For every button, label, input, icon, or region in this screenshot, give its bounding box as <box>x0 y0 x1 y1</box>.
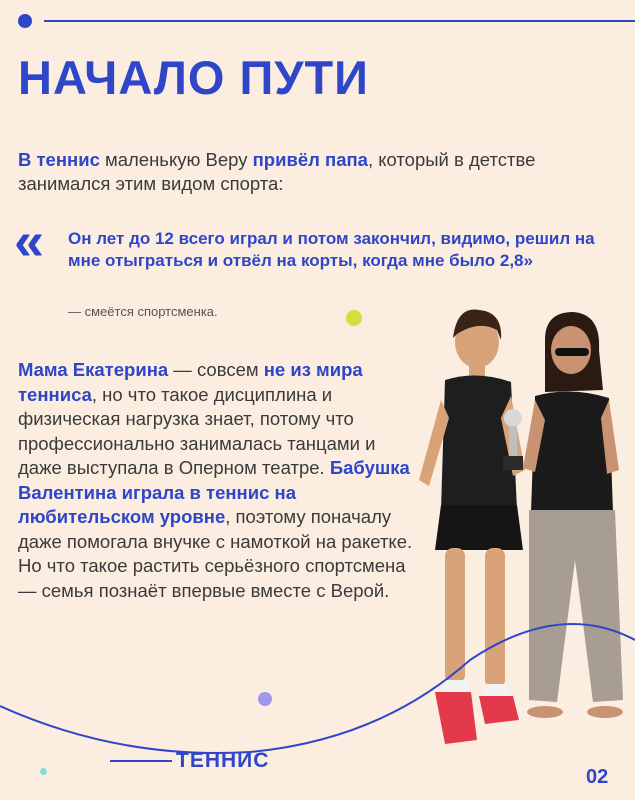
body-highlight-grandmother: Бабушка Валентина играла в теннис на любительском уровне <box>18 457 410 527</box>
decor-dot-top <box>18 14 32 28</box>
quote-mark-icon: « <box>14 211 39 271</box>
intro-highlight-father: привёл папа <box>252 149 368 170</box>
quote-attribution: — смеётся спортсменка. <box>68 304 218 319</box>
intro-paragraph <box>18 148 628 196</box>
body-highlight-not-tennis: не из мира тенниса <box>18 359 363 405</box>
page-number: 02 <box>586 766 609 788</box>
body-text-1: — совсем <box>168 359 264 380</box>
mother-figure <box>523 312 623 718</box>
quote-text: Он лет до 12 всего играл и потом закончил, видимо, решил на мне отыграться и отвёл на корты, когда мне было 2,8» <box>68 229 595 270</box>
girl-figure <box>419 310 525 744</box>
body-highlight-mother: Мама Екатерина <box>18 359 169 380</box>
decor-dot-lime <box>346 310 362 326</box>
decor-dot-violet <box>258 692 272 706</box>
intro-highlight-tennis: В теннис <box>18 149 100 170</box>
body-text-2: , но что такое дисциплина и физическая нагрузка знает, потому что профессионально занималась танцами и даже выступала в Оперном театре. <box>18 383 376 478</box>
body-paragraph <box>18 358 413 603</box>
intro-text: маленькую Веру <box>99 149 253 170</box>
intro-text-end: , который в детстве занимался этим видом спорта: <box>18 149 536 194</box>
photo-girl-and-mother-with-trophy <box>405 300 635 760</box>
footer-label: ТЕННИС <box>176 749 270 772</box>
decor-dot-teal <box>40 768 47 775</box>
page-title: НАЧАЛО ПУТИ <box>18 51 369 104</box>
footer-line <box>110 760 172 762</box>
body-text-3: , поэтому поначалу даже помогала внучке с намоткой на ракетке. Но что такое растить серьёзного спортсмена — семья познаёт впервые вместе с Верой. <box>18 506 413 601</box>
decor-line-top <box>44 20 635 22</box>
